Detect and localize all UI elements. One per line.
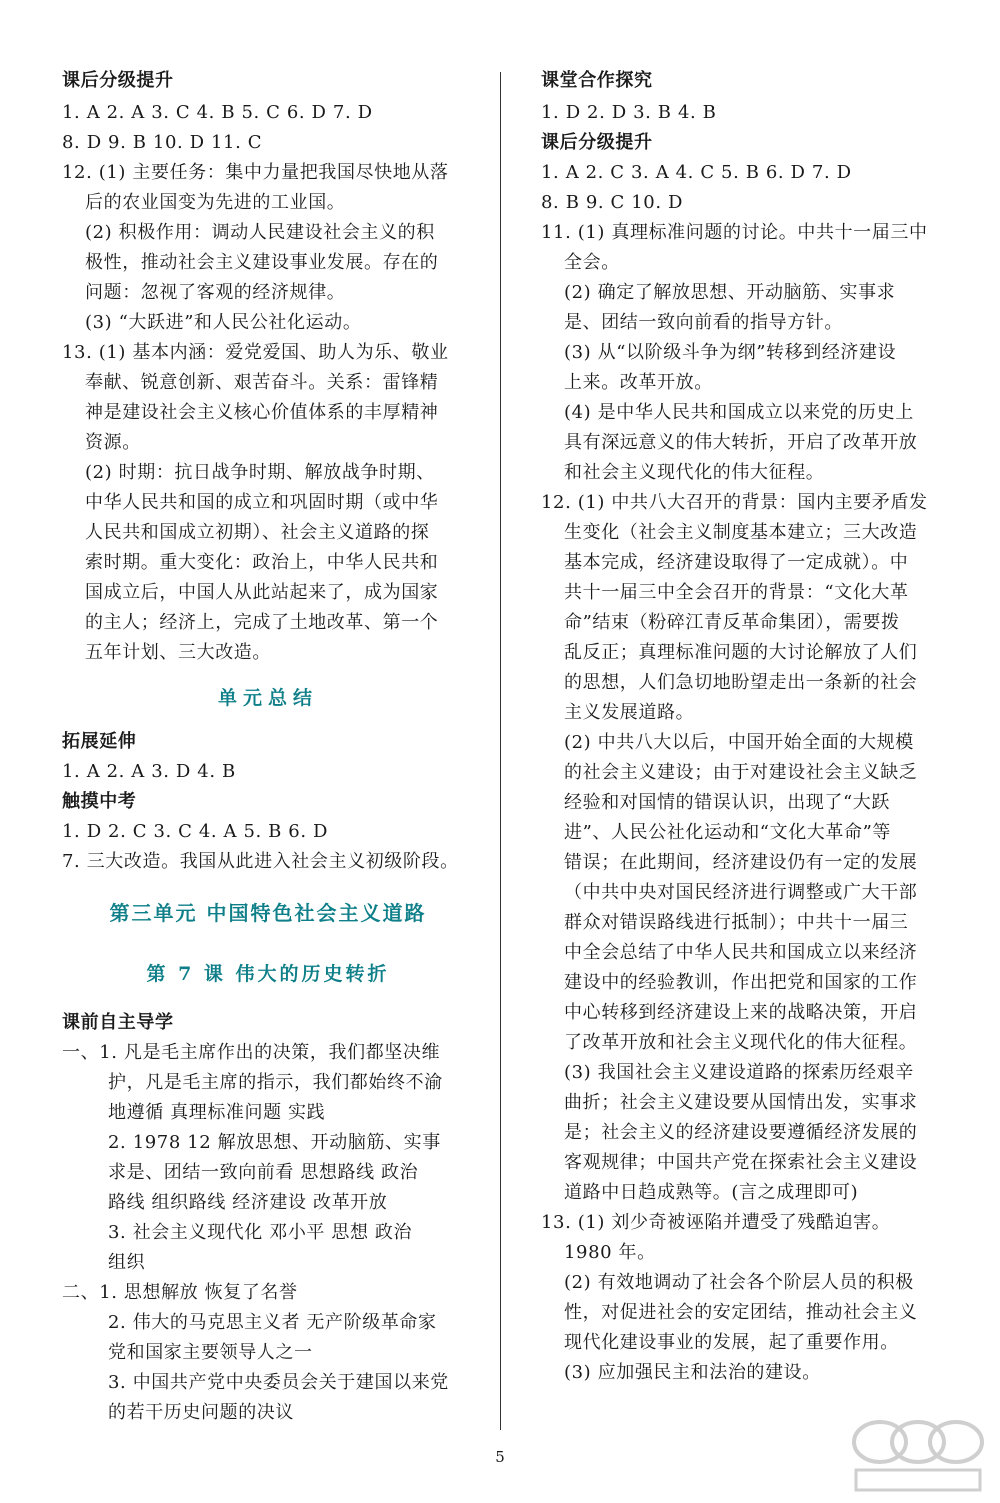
answer-line: 组织 xyxy=(108,1252,146,1273)
answer-line: (2) 时期：抗日战争时期、解放战争时期、 xyxy=(85,462,435,483)
answer-line: 的思想，人们急切地盼望走出一条新的社会 xyxy=(564,672,918,693)
answer-line: 神是建设社会主义核心价值体系的丰厚精神 xyxy=(85,402,439,423)
answer-line: 的主人；经济上，完成了土地改革、第一个 xyxy=(85,612,439,633)
answer-line: 客观规律；中国共产党在探索社会主义建设 xyxy=(564,1152,918,1173)
answer-line: 进”、人民公社化运动和“文化大革命”等 xyxy=(564,822,892,843)
section-title-cooperation: 课堂合作探究 xyxy=(541,70,653,91)
answer-line: (2) 中共八大以后，中国开始全面的大规模 xyxy=(564,732,914,753)
answer-line: 1980 年。 xyxy=(564,1242,656,1263)
answer-line: (4) 是中华人民共和国成立以来党的历史上 xyxy=(564,402,914,423)
answer-line: 中心转移到经济建设上来的战略决策，开启 xyxy=(564,1002,918,1023)
answer-line: 建设中的经验教训，作出把党和国家的工作 xyxy=(564,972,918,993)
answer-line: (3) “大跃进”和人民公社化运动。 xyxy=(85,312,362,333)
answer-line: (2) 确定了解放思想、开动脑筋、实事求 xyxy=(564,282,896,303)
answer-line: 问题：忽视了客观的经济规律。 xyxy=(85,282,346,303)
answer-line: 曲折；社会主义建设要从国情出发，实事求 xyxy=(564,1092,918,1113)
answer-line: 国成立后，中国人从此站起来了，成为国家 xyxy=(85,582,439,603)
answer-line: 是；社会主义的经济建设要遵循经济发展的 xyxy=(564,1122,918,1143)
answer-line: 上来。改革开放。 xyxy=(564,372,713,393)
answer-line: 1. D 2. D 3. B 4. B xyxy=(541,102,717,123)
answer-line: 经验和对国情的错误认识，出现了“大跃 xyxy=(564,792,891,813)
answer-line: 2. 伟大的马克思主义者 无产阶级革命家 xyxy=(108,1312,437,1333)
unit-3-heading: 第三单元 中国特色社会主义道路 xyxy=(109,901,427,925)
answer-line: 基本完成，经济建设取得了一定成就）。中 xyxy=(564,552,909,573)
lesson-7-heading: 第 7 课 伟大的历史转折 xyxy=(146,963,390,985)
answer-line: (3) 应加强民主和法治的建设。 xyxy=(564,1362,821,1383)
answer-line: 性，对促进社会的安定团结，推动社会主义 xyxy=(564,1302,918,1323)
answer-line: 12. (1) 中共八大召开的背景：国内主要矛盾发 xyxy=(541,492,928,513)
answer-line: 全会。 xyxy=(564,252,620,273)
answer-line: 12. (1) 主要任务：集中力量把我国尽快地从落 xyxy=(62,162,449,183)
answer-line: 护，凡是毛主席的指示，我们都始终不渝 xyxy=(108,1072,443,1093)
answer-line: 3. 社会主义现代化 邓小平 思想 政治 xyxy=(108,1222,413,1243)
answer-line: 了改革开放和社会主义现代化的伟大征程。 xyxy=(564,1032,918,1053)
answer-line: 奉献、锐意创新、艰苦奋斗。关系：雷锋精 xyxy=(85,372,439,393)
answer-line: 地遵循 真理标准问题 实践 xyxy=(108,1102,326,1123)
answer-line: 二、1. 思想解放 恢复了名誉 xyxy=(62,1282,298,1303)
answer-line: 命”结束（粉碎江青反革命集团），需要拨 xyxy=(564,612,900,633)
answer-line: 群众对错误路线进行抵制）；中共十一届三 xyxy=(564,912,909,933)
answer-line: (3) 从“以阶级斗争为纲”转移到经济建设 xyxy=(564,342,897,363)
answer-line: 现代化建设事业的发展，起了重要作用。 xyxy=(564,1332,899,1353)
answer-line: 乱反正；真理标准问题的大讨论解放了人们 xyxy=(564,642,918,663)
answer-line: 8. B 9. C 10. D xyxy=(541,192,684,213)
answer-line: 主义发展道路。 xyxy=(564,702,695,723)
answer-line: 3. 中国共产党中央委员会关于建国以来党 xyxy=(108,1372,449,1393)
section-title-exam: 触摸中考 xyxy=(62,791,137,812)
answer-line: 中全会总结了中华人民共和国成立以来经济 xyxy=(564,942,918,963)
answer-line: 极性，推动社会主义建设事业发展。存在的 xyxy=(85,252,439,273)
answer-line: 11. (1) 真理标准问题的讨论。中共十一届三中 xyxy=(541,222,928,243)
answer-line: （中共中央对国民经济进行调整或广大干部 xyxy=(564,882,918,903)
answer-line: (3) 我国社会主义建设道路的探索历经艰辛 xyxy=(564,1062,914,1083)
answer-line: 的社会主义建设；由于对建设社会主义缺乏 xyxy=(564,762,918,783)
answer-line: 道路中日趋成熟等。(言之成理即可) xyxy=(564,1182,859,1203)
answer-line: 1. A 2. C 3. A 4. C 5. B 6. D 7. D xyxy=(541,162,852,183)
answer-line: 求是、团结一致向前看 思想路线 政治 xyxy=(108,1162,419,1183)
answer-line: 一、1. 凡是毛主席作出的决策，我们都坚决维 xyxy=(62,1042,441,1063)
answer-line: (2) 有效地调动了社会各个阶层人员的积极 xyxy=(564,1272,914,1293)
page-number: 5 xyxy=(495,1448,505,1466)
watermark-logo xyxy=(842,1406,992,1498)
answer-line: 五年计划、三大改造。 xyxy=(85,642,271,663)
answer-line: 和社会主义现代化的伟大征程。 xyxy=(564,462,825,483)
answer-line: 后的农业国变为先进的工业国。 xyxy=(85,192,346,213)
answer-line: (2) 积极作用：调动人民建设社会主义的积 xyxy=(85,222,435,243)
answer-line: 1. A 2. A 3. D 4. B xyxy=(62,761,236,782)
answer-line: 生变化（社会主义制度基本建立；三大改造 xyxy=(564,522,918,543)
answer-line: 中华人民共和国的成立和巩固时期（或中华 xyxy=(85,492,439,513)
answer-line: 索时期。重大变化：政治上，中华人民共和 xyxy=(85,552,439,573)
answer-line: 13. (1) 刘少奇被诬陷并遭受了残酷迫害。 xyxy=(541,1212,891,1233)
answer-line: 13. (1) 基本内涵：爱党爱国、助人为乐、敬业 xyxy=(62,342,449,363)
answer-line: 2. 1978 12 解放思想、开动脑筋、实事 xyxy=(108,1132,441,1153)
unit-summary-heading: 单元总结 xyxy=(217,687,318,709)
answer-line: 1. D 2. C 3. C 4. A 5. B 6. D xyxy=(62,821,329,842)
answer-line: 资源。 xyxy=(85,432,141,453)
section-title-extension: 拓展延伸 xyxy=(62,731,137,752)
answer-line: 具有深远意义的伟大转折，开启了改革开放 xyxy=(564,432,918,453)
answer-line: 错误；在此期间，经济建设仍有一定的发展 xyxy=(564,852,918,873)
answer-line: 8. D 9. B 10. D 11. C xyxy=(62,132,263,153)
answer-line: 路线 组织路线 经济建设 改革开放 xyxy=(108,1192,388,1213)
section-title-preview: 课前自主导学 xyxy=(62,1012,174,1033)
answer-line: 1. A 2. A 3. C 4. B 5. C 6. D 7. D xyxy=(62,102,373,123)
answer-line: 7. 三大改造。我国从此进入社会主义初级阶段。 xyxy=(62,851,459,872)
column-divider xyxy=(500,72,501,1430)
section-title-post-class: 课后分级提升 xyxy=(541,132,653,153)
answer-line: 党和国家主要领导人之一 xyxy=(108,1342,313,1363)
answer-line: 共十一届三中全会召开的背景：“文化大革 xyxy=(564,582,909,603)
answer-line: 人民共和国成立初期）、社会主义道路的探 xyxy=(85,522,430,543)
section-title-post-class: 课后分级提升 xyxy=(62,70,174,91)
answer-line: 的若干历史问题的决议 xyxy=(108,1402,294,1423)
answer-line: 是、团结一致向前看的指导方针。 xyxy=(564,312,843,333)
